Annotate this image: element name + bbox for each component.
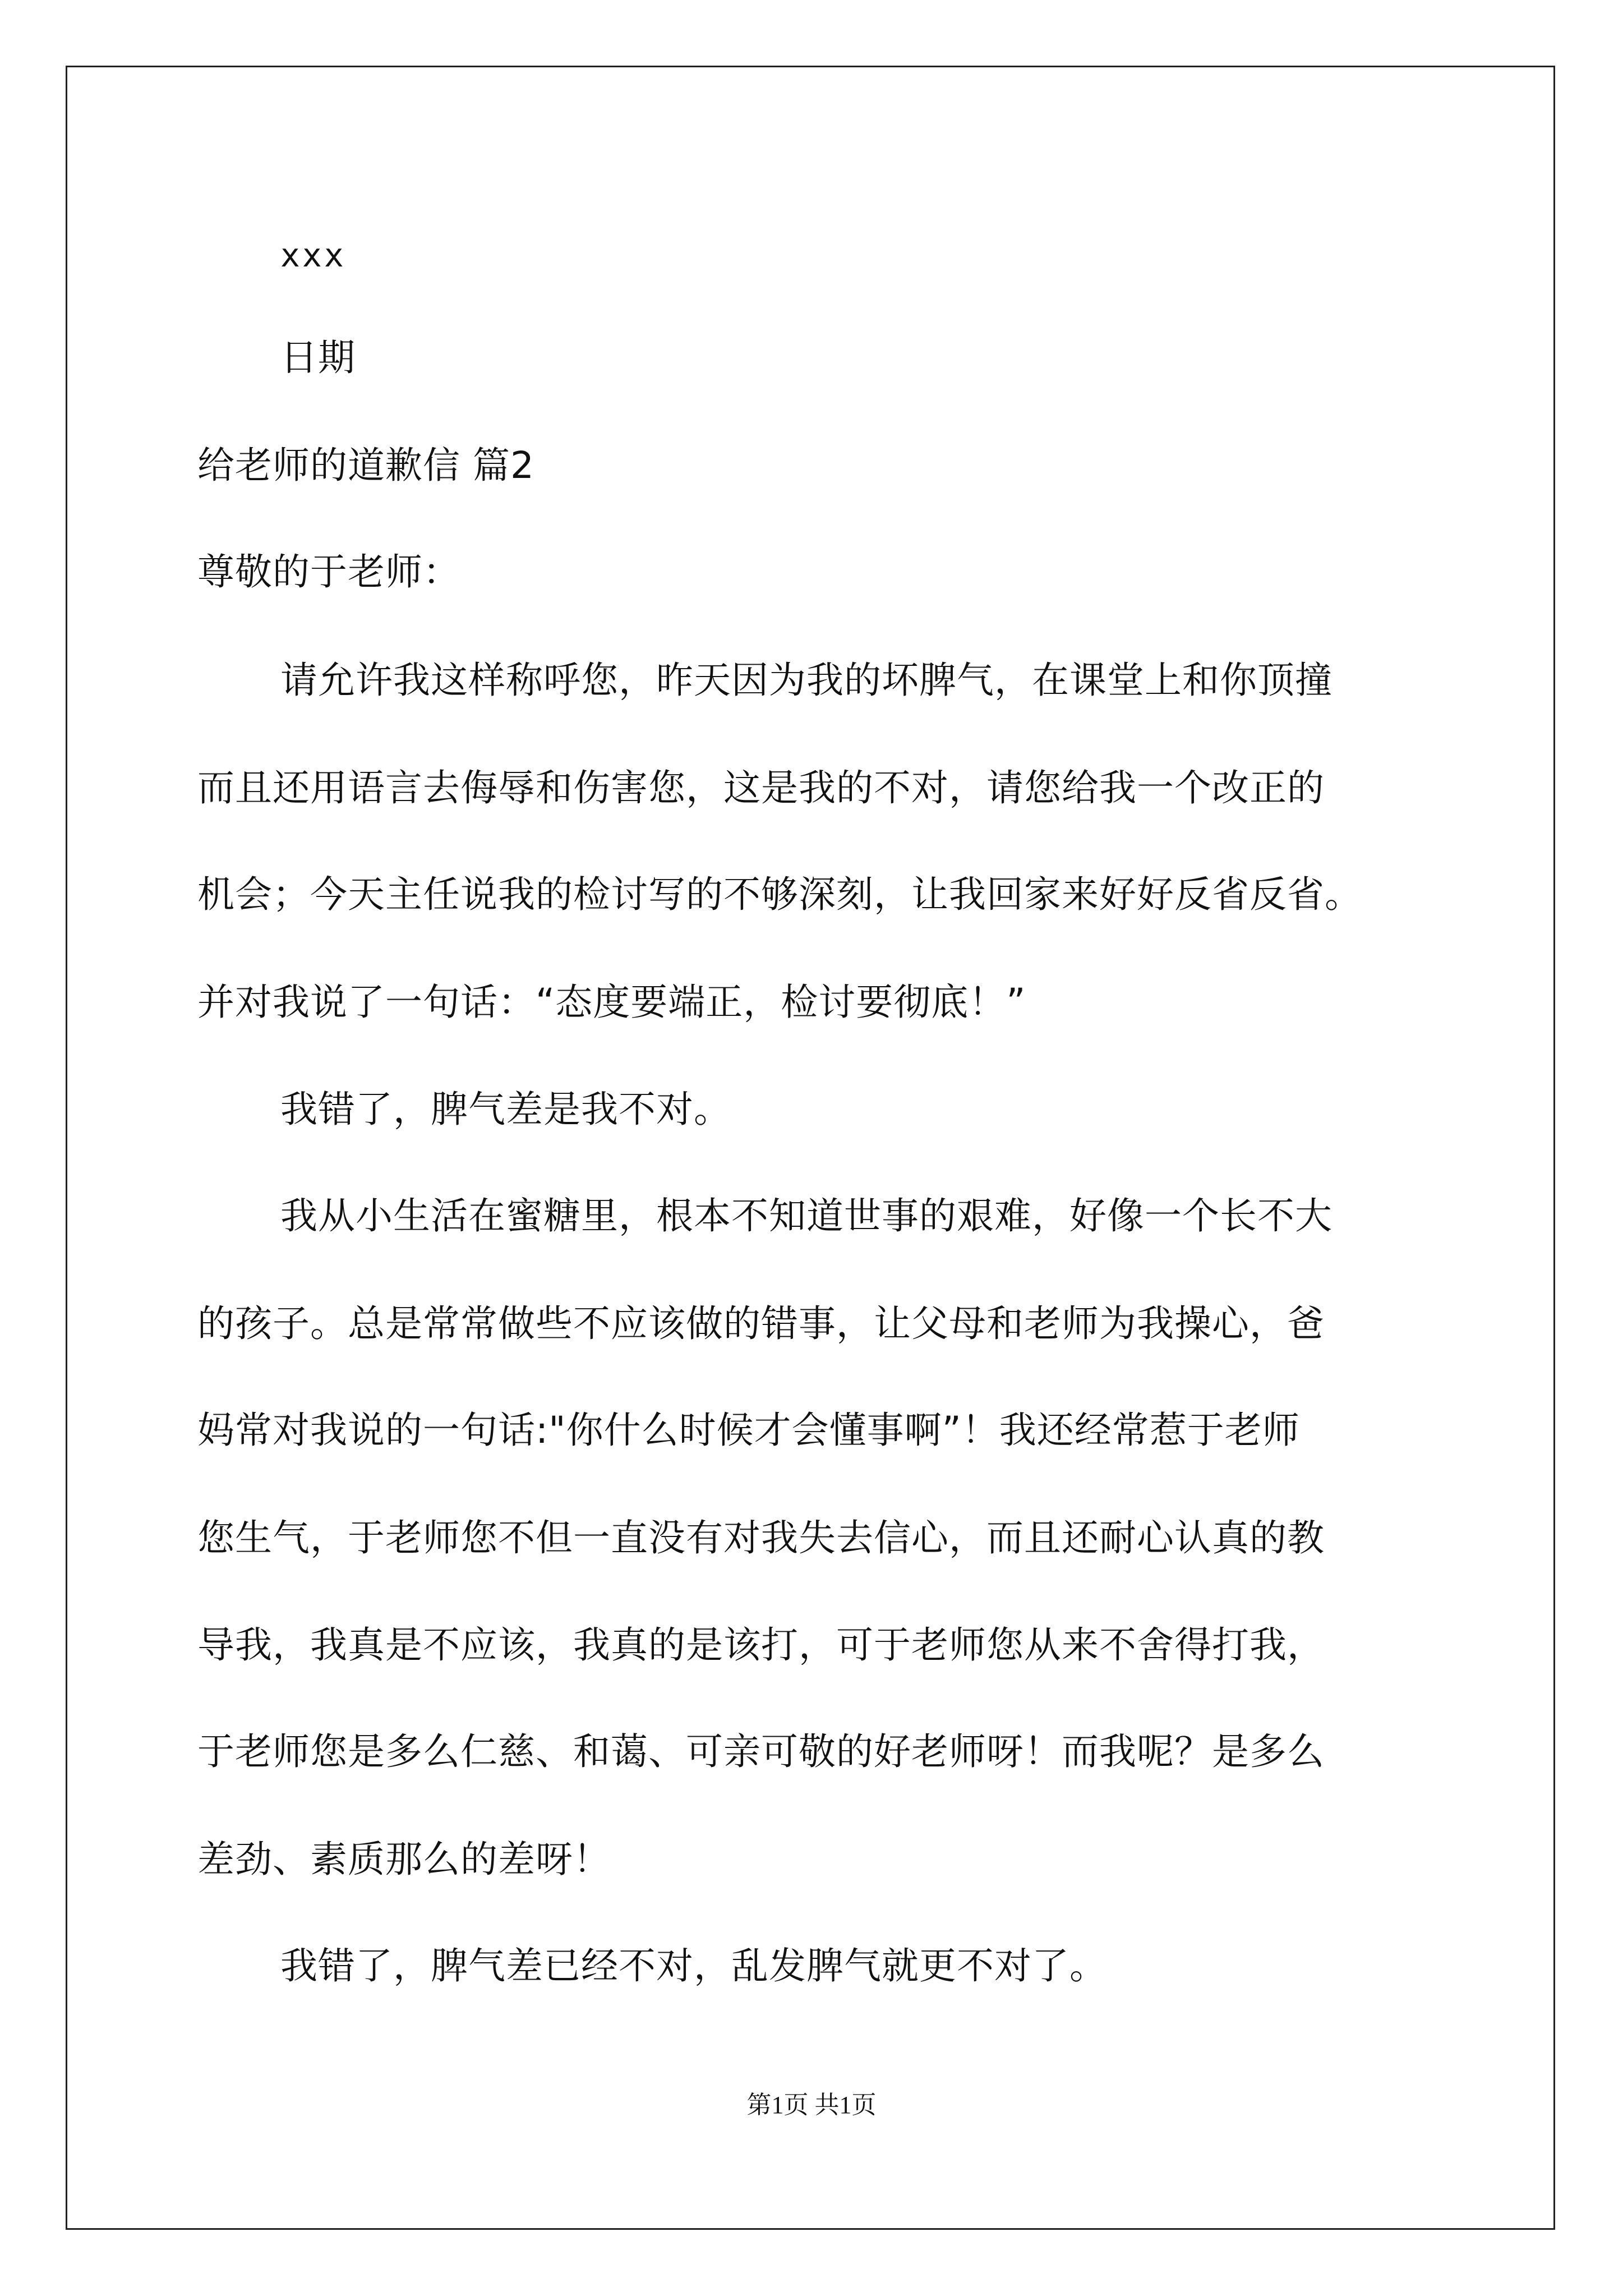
body-line: 机会；今天主任说我的检讨写的不够深刻，让我回家来好好反省反省。 (197, 873, 1362, 916)
letter-title: 给老师的道歉信 篇2 (197, 444, 534, 487)
body-line: 的孩子。总是常常做些不应该做的错事，让父母和老师为我操心，爸 (197, 1302, 1325, 1345)
page-footer: 第1页 共1页 (746, 2091, 877, 2119)
signature-date: 日期 (280, 336, 356, 379)
body-line: 导我，我真是不应该，我真的是该打，可于老师您从来不舍得打我， (197, 1623, 1325, 1667)
body-line: 差劲、素质那么的差呀！ (197, 1838, 611, 1881)
salutation: 尊敬的于老师： (197, 550, 460, 593)
body-line: 请允许我这样称呼您，昨天因为我的坏脾气，在课堂上和你顶撞 (280, 659, 1332, 702)
body-line: 于老师您是多么仁慈、和蔼、可亲可敬的好老师呀！而我呢？是多么 (197, 1730, 1325, 1773)
body-line: 您生气，于老师您不但一直没有对我失去信心，而且还耐心认真的教 (197, 1516, 1325, 1559)
body-line: 我从小生活在蜜糖里，根本不知道世事的艰难，好像一个长不大 (280, 1194, 1332, 1237)
page-border (66, 66, 1555, 2230)
body-line: 而且还用语言去侮辱和伤害您，这是我的不对，请您给我一个改正的 (197, 766, 1325, 809)
body-line: 并对我说了一句话：“态度要端正，检讨要彻底！” (197, 981, 1026, 1024)
body-line: 我错了，脾气差已经不对，乱发脾气就更不对了。 (280, 1944, 1107, 1987)
body-line: 妈常对我说的一句话:"你什么时候才会懂事啊”！我还经常惹于老师 (197, 1409, 1300, 1452)
body-line: 我错了，脾气差是我不对。 (280, 1088, 731, 1131)
signature-name: xxx (280, 236, 346, 274)
